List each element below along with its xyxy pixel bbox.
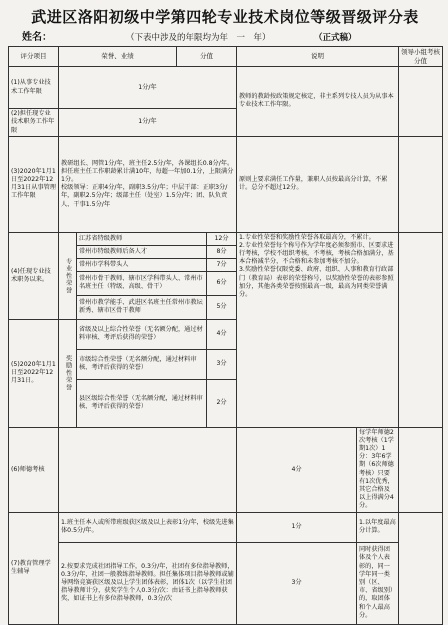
item-3: (3)2020年1月1日至2022年12月31日从事管理工作年限 — [9, 136, 59, 232]
header-review: 领导小组考核分值 — [399, 47, 443, 67]
note-45-line: 1.专业性荣誉和奖励性荣誉各取最高分，不累计。 — [239, 233, 375, 241]
note-7-2: 同时获得团体及个人表彰的，同一学年同一类别（区、市、省级别）的，取团体和个人最高分。 — [357, 542, 399, 624]
year-note: （下表中涉及的年限均为年 一 年） — [126, 33, 271, 43]
header-honor: 荣誉、业绩 — [59, 47, 177, 67]
header-line — [8, 30, 442, 46]
honor-score: 5分 — [207, 295, 237, 319]
name-label: 姓名： — [22, 32, 52, 43]
score-3 — [59, 136, 237, 232]
table-row — [9, 512, 443, 542]
header-row — [9, 47, 443, 67]
score-3-line: 校级领导：正职4分/年，副职3.5分/年；中层干部：正职3分/年，副职2.5分/年；级部主任（处室）1.5分/年；团、队负责人、干事1.5分/年 — [61, 184, 228, 208]
document-title: 武进区洛阳初级中学第四轮专业技术岗位等级晋级评分表 — [31, 8, 419, 26]
score-7-2: 3分 — [237, 542, 357, 624]
score-1: 1分/年 — [59, 67, 237, 109]
item-1: (1)从事专业技术工作年限 — [9, 67, 59, 109]
review-cell[interactable] — [399, 136, 443, 232]
table-row — [9, 67, 443, 109]
table-row — [9, 427, 443, 512]
note-45-line: 2.专业性荣誉每个称号作为学年度必须参照市、区要求进行考核，学校不组织考核，不考核，考核合格加满分，基本合格减半分，不合格和未参加考核不加分。 — [239, 241, 394, 266]
honor-score: 12分 — [207, 232, 237, 245]
honor-line: 市级综合性荣誉（无名额分配，通过材料审核、考评后获得的荣誉） — [77, 349, 207, 379]
header-item: 评分项目 — [9, 47, 59, 67]
score-7-1: 1分 — [237, 512, 357, 542]
draft-label: （正式稿） — [314, 33, 357, 43]
score-6: 4分 — [237, 427, 357, 512]
group-professional: 专业性荣誉 — [59, 232, 77, 319]
honor-score: 7分 — [207, 258, 237, 271]
table-row — [9, 542, 443, 624]
score-7-line1: 1.班主任本人或所带班级获区级及以上表彰1分/年，校级先进集体0.5分/年。 — [59, 512, 237, 542]
honor-score: 6分 — [207, 271, 237, 295]
honor-line: 常州市学科带头人 — [77, 258, 207, 271]
note-45 — [237, 232, 399, 427]
group-reward: 奖励性荣誉 — [59, 319, 77, 427]
honor-line: 江苏省特级教师 — [77, 232, 207, 245]
item-5: (5)2020年1月1日至2022年12月31日。 — [9, 319, 59, 427]
honor-score: 3分 — [207, 349, 237, 379]
honor-score: 2分 — [207, 379, 237, 427]
score-table — [8, 46, 443, 625]
honor-line: 常州市教学能手、武进区名班主任常州市教坛新秀、辖市区骨干教师 — [77, 295, 207, 319]
review-cell[interactable] — [399, 427, 443, 512]
review-cell[interactable] — [399, 512, 443, 624]
score-2: 1分/年 — [59, 109, 237, 137]
honor-score: 8分 — [207, 245, 237, 258]
honor-line: 省级及以上综合性荣誉（无名额分配，通过材料审核、考评后获得的荣誉） — [77, 319, 207, 349]
table-row — [9, 232, 443, 245]
header-score: 分值 — [177, 47, 237, 67]
honor-line: 常州市特级教师后备人才 — [77, 245, 207, 258]
note-3: 原则上要求满任工作量，兼职人员按最高分计算，不累计。总分不超过12分。 — [237, 136, 399, 232]
review-cell[interactable] — [399, 67, 443, 137]
score-3-line: 担任班主任工作职龄累计满10年，每超一年加0.1分，上限满分1分。 — [61, 167, 234, 184]
honor-line: 常州市骨干教师、辖市区学科带头人、常州市名班主任（特级、高级、骨干） — [77, 271, 207, 295]
item-6: (6)师德考核 — [9, 427, 59, 512]
table-row — [9, 136, 443, 232]
honor-line: 县区级综合性荣誉（无名额分配，通过材料审核、考评后获得的荣誉） — [77, 379, 207, 427]
header-note: 说明 — [237, 47, 399, 67]
item-2: (2)担任现专业技术职务工作年限 — [9, 109, 59, 137]
item-4: (4)任现专业技术职务以来。 — [9, 232, 59, 319]
honor-score: 4分 — [207, 319, 237, 349]
score-3-line: 教研组长、网管1分/年，班主任2.5分/年，各课组长0.8分/年。 — [61, 159, 234, 167]
note-1: 教师的教龄按政策规定核定，非主系列专技人员为从事本专业技术工作年限。 — [237, 67, 399, 137]
note-45-line: 3.奖励性荣誉仅限党委、政府、组织、人事和教育行政部门（教育局）表彰的荣誉称号，以奖励性荣誉的表彰参照加分，其他各类荣誉按照最高一级，最高为同类荣誉满分。 — [239, 266, 394, 299]
score-6-blank — [59, 427, 237, 512]
item-7: (7)教育管理学生辅导 — [9, 512, 59, 624]
review-cell[interactable] — [399, 232, 443, 427]
note-7-1: 1.以年度最高分计算。 — [357, 512, 399, 542]
score-7-line2: 2.按要求完成社团指导工作，0.3分/年，社团有多位指导教师，0.3分/年，社团一般教练指导教师。担任集体项目指导教师或辅导网络竞赛获区级及以上学生团体表彰，团体1次（以学生社团指导教师计分，获奖学生个人0.3分/次：由证书上指导教师获奖，如证书上有多位指导教师，0.3分/次 — [59, 542, 237, 624]
note-6: 每学年师德2次考核（1学期1次）1分：3年6学期（6次师德考核）只要有1次优秀，其它合格及以上得满分4分。 — [357, 427, 399, 512]
